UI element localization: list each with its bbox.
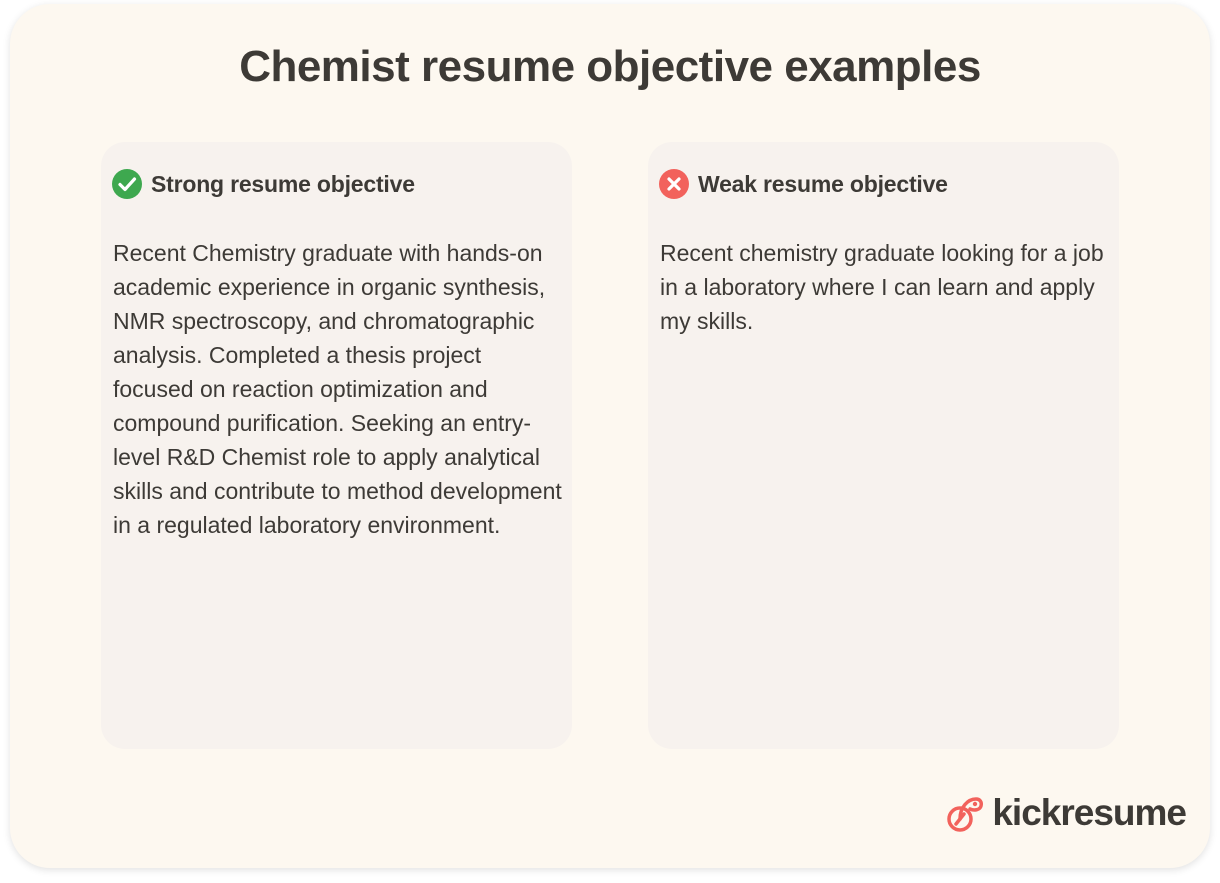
page-title: Chemist resume objective examples bbox=[239, 42, 981, 91]
kickresume-logo bbox=[946, 792, 1186, 834]
strong-objective-card bbox=[101, 142, 572, 749]
infographic-card bbox=[10, 4, 1210, 868]
weak-objective-header bbox=[658, 168, 948, 200]
x-circle-icon bbox=[658, 168, 690, 200]
weak-objective-heading: Weak resume objective bbox=[698, 170, 948, 197]
check-circle-icon bbox=[111, 168, 143, 200]
weak-objective-text: Recent chemistry graduate looking for a job in a laboratory where I can learn and apply my skills. bbox=[660, 240, 1104, 334]
strong-objective-heading: Strong resume objective bbox=[151, 170, 415, 197]
strong-objective-header bbox=[111, 168, 415, 200]
weak-objective-card bbox=[648, 142, 1119, 749]
strong-objective-text: Recent Chemistry graduate with hands-on academic experience in organic synthesis, NMR spectroscopy, and chromatographic analysis. Completed a thesis project focused on reaction optimization and compound purification. Seeking an entry-level R&D Chemist role to apply analytical skills and contribute to method development in a regulated laboratory environment. bbox=[113, 240, 562, 538]
kickresume-logo-icon bbox=[946, 793, 984, 833]
brand-name: kickresume bbox=[992, 792, 1186, 833]
